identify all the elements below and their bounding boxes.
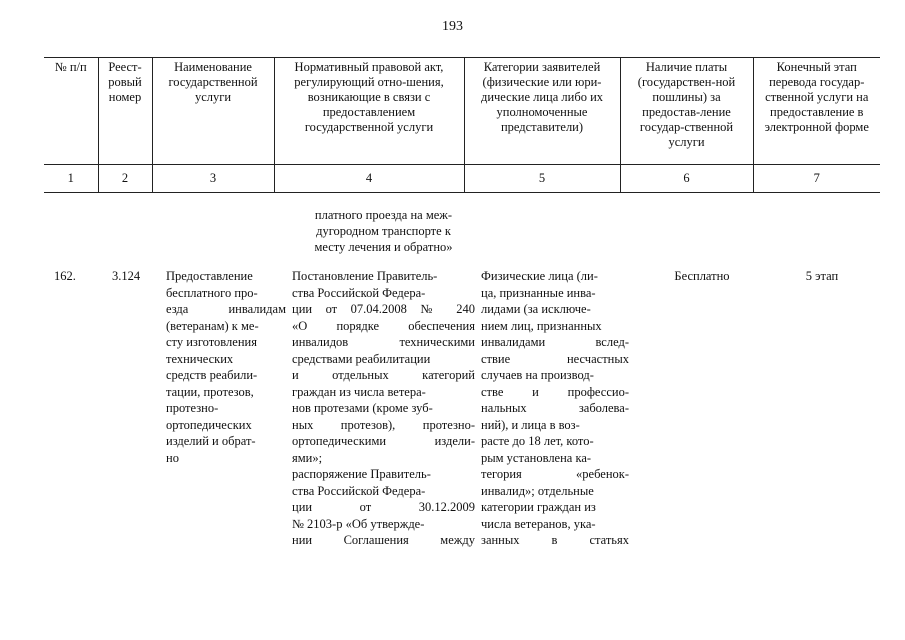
applicants <box>481 268 629 549</box>
services-table <box>44 57 880 193</box>
text-line: ями»; <box>292 450 323 465</box>
page-number: 193 <box>442 19 463 34</box>
text-line: езда инвалидам <box>166 302 286 316</box>
registry-number: 3.124 <box>112 269 141 283</box>
text-line: и отдельных категорий <box>292 368 475 382</box>
header-service-name: Наименование государственной услуги <box>152 58 274 165</box>
text-line: но <box>166 450 179 465</box>
text-line: Предоставление <box>166 269 253 283</box>
text-line: расте до 18 лет, кото- <box>481 434 594 448</box>
text-line: сту изготовления <box>166 335 257 349</box>
text-line: ства Российской Федера- <box>292 285 426 300</box>
final-stage: 5 этап <box>805 269 839 283</box>
text-line: средствами реабилитации <box>292 351 431 366</box>
text-line: № 2103-р «Об утвержде- <box>292 516 425 531</box>
text-line: инвалидов техническими <box>292 335 475 349</box>
text-line: инвалидами вслед- <box>481 335 629 349</box>
text-line: стве и профессио- <box>481 384 629 399</box>
text-line: категории граждан из <box>481 500 596 514</box>
text-line: тегория «ребенок- <box>481 467 629 481</box>
text-line: рым установлена ка- <box>481 450 592 465</box>
column-number: 3 <box>152 165 274 193</box>
text-line: занных в статьях <box>481 533 629 547</box>
text-line: ции от 07.04.2008 № 240 <box>292 302 475 316</box>
text-line: платного проезда на меж- <box>314 208 453 222</box>
text-line: ний), и лица в воз- <box>481 417 580 432</box>
text-line: ных протезов), протезно- <box>292 417 475 432</box>
header-applicants: Категории заявителей (физические или юри-дические лица либо их уполномоченные представители) <box>464 58 620 165</box>
text-line: бесплатного про- <box>166 285 258 300</box>
text-line: нальных заболева- <box>481 401 629 415</box>
text-line: числа ветеранов, ука- <box>481 516 596 531</box>
header-legal-act: Нормативный правовой акт, регулирующий отно-шения, возникающие в связи с предоставлением государственной услуги <box>274 58 464 165</box>
fee: Бесплатно <box>674 269 730 283</box>
text-line: ствие несчастных <box>481 351 629 366</box>
text-line: распоряжение Правитель- <box>292 467 431 481</box>
column-number: 6 <box>620 165 753 193</box>
column-number: 7 <box>753 165 880 193</box>
text-line: нов протезами (кроме зуб- <box>292 401 433 415</box>
text-line: ортопедическими издели- <box>292 434 475 448</box>
text-line: (ветеранам) к ме- <box>166 318 259 333</box>
text-line: случаев на производ- <box>481 368 594 382</box>
header-fee: Наличие платы (государствен-ной пошлины) за предостав-ление государ-ственной услуги <box>620 58 753 165</box>
header-number: № п/п <box>44 58 98 165</box>
text-line: ции от 30.12.2009 <box>292 500 475 514</box>
text-line: нии Соглашения между <box>292 533 475 547</box>
header-final-stage: Конечный этап перевода государ-ственной услуги на предоставление в электронной форме <box>753 58 880 165</box>
column-number: 1 <box>44 165 98 193</box>
text-line: дугородном транспорте к <box>316 224 451 238</box>
legal-act <box>292 268 475 549</box>
text-line: технических <box>166 351 234 366</box>
text-line: нием лиц, признанных <box>481 318 602 333</box>
column-number: 2 <box>98 165 152 193</box>
text-line: Постановление Правитель- <box>292 269 438 283</box>
text-line: ца, признанные инва- <box>481 285 596 300</box>
column-number: 5 <box>464 165 620 193</box>
service-name <box>166 268 286 466</box>
column-number: 4 <box>274 165 464 193</box>
text-line: ортопедических <box>166 417 252 432</box>
text-line: тации, протезов, <box>166 384 254 399</box>
text-line: лидами (за исключе- <box>481 302 591 316</box>
text-line: ства Российской Федера- <box>292 483 426 498</box>
row-number: 162. <box>54 269 76 283</box>
continuation-text <box>292 207 475 255</box>
text-line: изделий и обрат- <box>166 434 256 448</box>
text-line: месту лечения и обратно» <box>314 240 453 254</box>
column-numbers-row <box>44 165 880 193</box>
header-row <box>44 58 880 165</box>
text-line: Физические лица (ли- <box>481 269 598 283</box>
text-line: «О порядке обеспечения <box>292 318 475 333</box>
text-line: граждан из числа ветера- <box>292 384 426 399</box>
header-registry-number: Реест-ровый номер <box>98 58 152 165</box>
text-line: протезно- <box>166 401 219 415</box>
text-line: инвалид»; отдельные <box>481 483 594 498</box>
text-line: средств реабили- <box>166 368 258 382</box>
